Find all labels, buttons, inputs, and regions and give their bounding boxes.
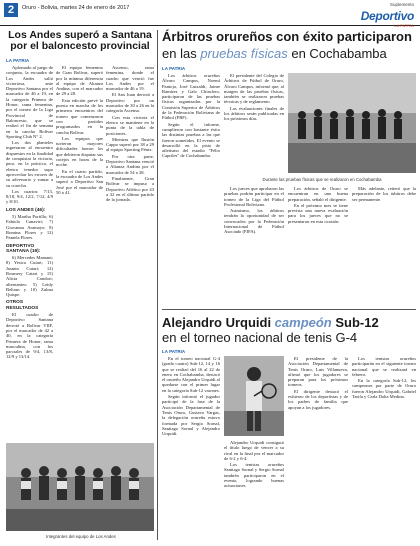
column-divider xyxy=(157,30,158,540)
referees-headline: Árbitros orureños con éxito participaron xyxy=(162,29,412,44)
paragraph: Ascenso, rama femenina, donde el cuadro que venció fue Los Andes por el marcador de 46 a 19. xyxy=(106,65,154,92)
subhead: OTROS RESULTADOS xyxy=(6,300,39,311)
referees-column-2 xyxy=(224,73,284,173)
paragraph: Asimismo, los árbitros tendrán la oportunidad de ser convocados por la Federación Internacional de Fútbol Asociado (FIFA). xyxy=(224,208,284,235)
subhead: DEPORTIVO SANTANA (19): xyxy=(6,243,41,254)
paragraph: El cuadro de Deportivo Santana derrotó a Bolívar VIIF, por el marcador de 42 a 40, en la categoría Primera de Honor, rama masculina, con los parciales de 9/4, 13/8, 12/9 y 13/14. xyxy=(6,312,53,360)
date-line: Oruro - Bolivia, martes 24 de enero de 2017 xyxy=(22,5,130,11)
referees-column-2b xyxy=(224,186,284,301)
article-divider xyxy=(162,309,416,310)
left-section-label: LA PATRIA xyxy=(6,58,30,63)
paragraph: Los árbitros orureños Álvaro Campos, Noemí Pantoja, José Luizaldi, Jaime Ramírez y Galo Chirufero, participaron de las pruebas físicas organizadas por la Comisión Superior de Árbitros de la Federación Boliviana de Fútbol (FBF). xyxy=(162,73,220,121)
paragraph: El San Juan derrotó a Deportivo por un marcador de 30 a 26 en la categoría Ascenso. xyxy=(106,92,154,114)
tennis-player-photo xyxy=(224,356,284,436)
paragraph: Los cuartos: 7/13, 8/18, 9/4, 12/2, 7/12, 4/9 y 8/10. xyxy=(6,188,53,205)
paragraph: Los dos planteles ingresaron al encuentro dispuestos en la finalidad de conquistar la victoria, pero, en la práctica, el elenco tenedor supo aprovechar los errores de su adversario y sumar a su cosecha. xyxy=(6,140,53,188)
paragraph: El presidente del Colegio de Árbitros de Fútbol de Oruro, Álvaro Campos, informó que, al margen de las pruebas físicas, también se realizaron pruebas técnicas y de reglamento. xyxy=(224,73,284,105)
headline-part: en Cochabamba xyxy=(287,46,387,61)
paragraph: En la categoría Sub-12, los campeones por parte de Oruro fueron Alejandro Urquidi, Gabriel Tarifa y Carla Dalia Medina. xyxy=(352,378,416,400)
paragraph: Por otra parte, Deportivo Santana venció a Alianza Andina por el marcador de 54 a 38. xyxy=(106,153,154,175)
logo-sub: LA PATRIA xyxy=(394,23,414,28)
left-column-1 xyxy=(6,65,53,440)
paragraph: Los tenistas orureños participarán en el siguiente torneo nacional que se realizará en febrero. xyxy=(352,356,416,377)
paragraph: En el torneo nacional G-4 (grado cuatro) Sub-12, 14 y 16 que se realizó del 16 al 22 de enero en Cochabamba, destacó el orureño Alejandro Urquidi al quedarse con el primer lugar en la categoría Sub-12 varones. xyxy=(162,356,220,393)
paragraph: Los jueces que aprobaron las pruebas podrán participar en el torneo de la Liga del Fútbol Profesional Boliviano. xyxy=(224,186,284,207)
tennis-headline xyxy=(162,316,416,329)
paragraph: Finalmente, Gran Bolívar se impuso a Deportivo Atlético por 43 a 32 en el último partido de la jornada. xyxy=(106,175,154,203)
tennis-section-label: LA PATRIA xyxy=(162,349,186,354)
paragraph: Los tenistas orureños Santiago Sornal y Sergio Sornal también participaron en el evento, logrando buenas actuaciones. xyxy=(224,462,284,489)
team-photo xyxy=(6,443,154,531)
paragraph: Mientras que Ilusión Cappo superó por 38 a 29 al equipo Sporting Fénix. xyxy=(106,136,154,153)
left-column-2 xyxy=(56,65,103,440)
tennis-column-1 xyxy=(162,356,220,540)
tennis-headline-line2: en el torneo nacional de tenis G-4 xyxy=(162,330,358,345)
section-logo xyxy=(361,2,414,28)
team-photo-caption: Integrantes del equipo de Los Andes xyxy=(46,534,116,539)
paragraph: En el cuarto partido, la escuadra de Los Andes superó a Deportivo San José por el marcador de 50 a 41. xyxy=(56,168,103,195)
paragraph: En el próximo mes se tiene prevista una nueva evaluación para los jueces que no se presentaron en esta ocasión. xyxy=(288,202,348,224)
referees-headline-line2 xyxy=(162,47,416,60)
referees-section-label: LA PATRIA xyxy=(162,66,186,71)
paragraph: Según el informe, cumplieron con bastante éxito las distintas pruebas a las que fueron sometidos. El evento se desarrolló en la pista de atletismo del estadio "Félix Capriles" de Cochabamba. xyxy=(162,121,220,159)
paragraph: El presidente de la Asociación Departamental de Tenis Oruro, Luis Villanueva, afirmó que los jugadores se preparan para los próximos torneos. xyxy=(288,356,348,388)
referees-photo-caption: Durante las pruebas físicas que se realizaron en Cochabamba xyxy=(262,177,382,182)
logo-main: Deportivo xyxy=(360,9,414,23)
tennis-column-4 xyxy=(352,356,416,540)
headline-part: Alejandro Urquidi xyxy=(162,315,275,330)
tennis-column-3 xyxy=(288,356,348,540)
left-headline: Los Andes superó a Santana por el baloncesto provincial xyxy=(8,29,152,52)
paragraph: Alejandro Urquidi consiguió el título luego de vencer a su rival en la final por el marcador de 6-2 y 6-4. xyxy=(224,440,284,461)
headline-accent: pruebas físicas xyxy=(200,46,288,61)
paragraph: Las evaluaciones finales de los árbitros serán publicadas en los próximos días. xyxy=(224,105,284,122)
referees-column-1 xyxy=(162,73,220,301)
paragraph: El equipo femenino de Gran Bolívar, superó por la mínima diferencia al equipo de Alianza Andina, con el marcador de 29 a 28. xyxy=(56,65,103,97)
left-column-3 xyxy=(106,65,154,440)
paragraph: 5) Martha Portillo; 6) Fabiola Canaviri; 7) Giovanna Aramayo; 8) Romina Flores y 12) Pamela Flores. xyxy=(6,214,53,241)
referees-photo xyxy=(288,73,416,173)
paragraph: Según informó el jugador participó de la fase de la Asociación Departamental de Tenis Oruro, Gustavo Vargas, la delegación orureña estuvo formada por Sergio Sornal, Santiago Sornal y Alejandro Urquidi. xyxy=(162,394,220,437)
subhead: LOS ANDES (46): xyxy=(6,207,46,213)
paragraph: Los equipos que tuvieron mayores dificultades fueron los que debieron disputar sus cotejos en horas de la noche. xyxy=(56,135,103,168)
tennis-column-2 xyxy=(224,440,284,540)
paragraph: Con esta victoria el elenco se mantiene en la punta de la tabla de posiciones. xyxy=(106,114,154,136)
paragraph: 6) Mercedes Mamani; 8) Yesica Cutari; 11) Jasmin Cutari; 12) Rosmery Catari y 15) Alicia Condori; alternantes: 5) Leidy Beltran y 10) Zulma Quispe. xyxy=(6,255,53,298)
headline-part: en las xyxy=(162,46,201,61)
paragraph: El dirigente destacó el esfuerzo de los deportistas y de los padres de familia que apoyan a los jugadores. xyxy=(288,388,348,410)
paragraph: Esta edición prevé la puesta en marcha de los primeros encuentros del torneo que comenzaron con partidos programados en la cancha Bolívar. xyxy=(56,97,103,135)
paragraph: Más adelante, reiteró que la preparación de los árbitros debe ser permanente. xyxy=(352,186,416,202)
referees-column-3 xyxy=(288,186,348,301)
paragraph: Los árbitros de Oruro se encuentran en una buena preparación, señaló el dirigente. xyxy=(288,186,348,202)
page-number: 2 xyxy=(4,3,18,17)
referees-column-4 xyxy=(352,186,416,301)
headline-accent: campeón xyxy=(274,315,332,330)
headline-part: Sub-12 xyxy=(331,315,379,330)
page-header xyxy=(0,0,420,26)
paragraph: Aplomado al juego de conjunto, la escuadra de Los Andes salió victoriosa, ante Deportivo Santana por el marcador de 46 a 19, en la categoría Primera de Honor, rama femenina, por el torneo de la Liga Provincial de Baloncesto, que se realizó el fin de semana en la cancha Bolívar Sporting Club N° 2. xyxy=(6,65,53,139)
logo-super: Suplemento xyxy=(389,2,414,7)
